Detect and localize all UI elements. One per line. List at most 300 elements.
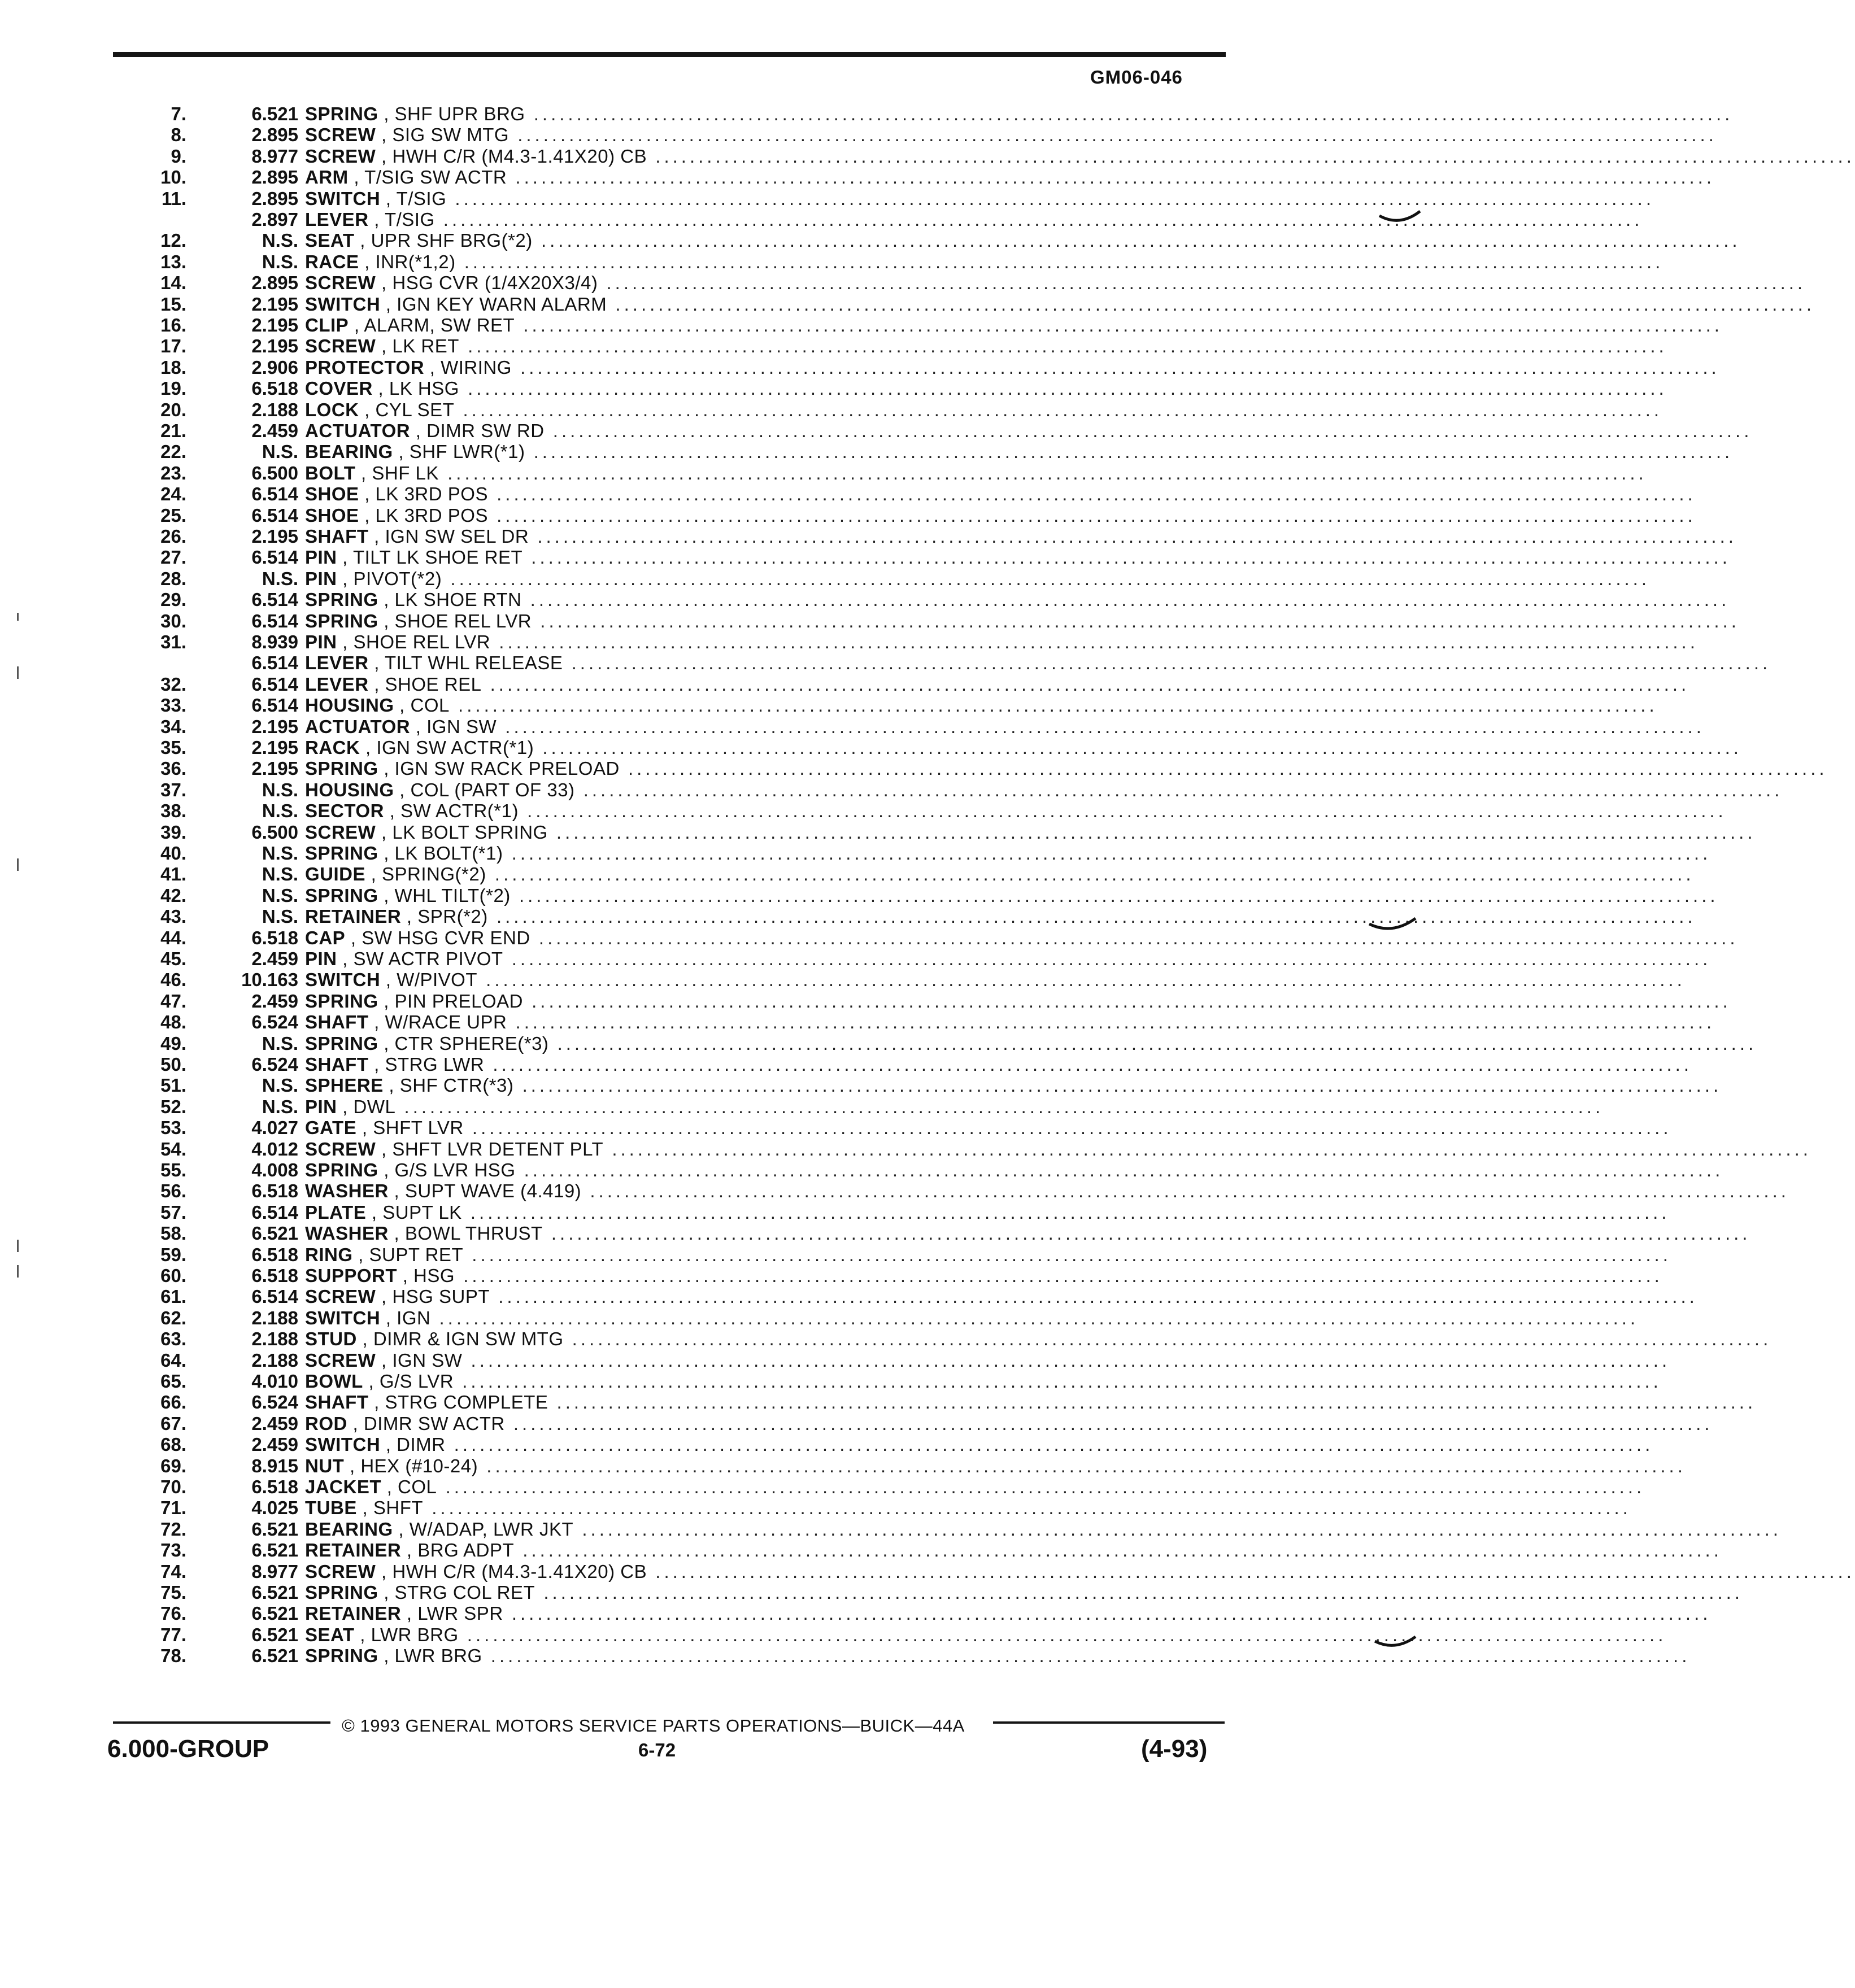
part-detail: DIMR (397, 1434, 446, 1455)
table-row (0, 716, 1705, 737)
group-number: 2.195 (251, 758, 298, 779)
part-detail: LWR BRG (371, 1624, 459, 1645)
item-number: 46. (160, 969, 186, 991)
part-detail: LK 3RD POS (375, 483, 488, 505)
group-number: 6.518 (251, 1180, 298, 1202)
part-description (305, 230, 1741, 251)
margin-speck (17, 666, 19, 679)
part-description (305, 124, 1717, 146)
part-detail: SHF LWR(*1) (409, 441, 525, 463)
part-detail: COL (410, 695, 450, 716)
part-detail: HWH C/R (M4.3-1.41X20) CB (392, 145, 647, 167)
dot-leader: ............................................................................................................................................ (459, 335, 1667, 357)
part-detail: W/ADAP, LWR JKT (409, 1518, 574, 1540)
part-description (305, 1159, 1724, 1180)
separator: , (368, 652, 385, 674)
group-number: 6.521 (251, 1624, 298, 1645)
separator: , (410, 716, 427, 737)
table-row (0, 251, 1664, 272)
separator: , (376, 1560, 393, 1582)
item-number: 41. (160, 864, 186, 885)
margin-speck (17, 858, 19, 871)
separator: , (376, 1286, 393, 1307)
table-row (0, 335, 1667, 357)
table-row (0, 906, 1696, 927)
table-row (0, 1054, 1693, 1075)
dot-leader: ............................................................................................................................................ (430, 1307, 1639, 1328)
item-number: 31. (160, 631, 186, 652)
part-detail: LK RET (392, 335, 459, 357)
part-detail: UPR SHF BRG(*2) (371, 230, 533, 251)
group-number: N.S. (262, 251, 298, 272)
item-number: 78. (160, 1645, 186, 1667)
part-name: SCREW (305, 1560, 376, 1582)
separator: , (424, 356, 441, 378)
part-name: ACTUATOR (305, 716, 411, 737)
part-name: PIN (305, 1096, 337, 1117)
part-name: HOUSING (305, 779, 394, 800)
part-name: SCREW (305, 1138, 376, 1159)
item-number: 29. (160, 589, 186, 611)
part-description (305, 1455, 1686, 1476)
dot-leader: ............................................................................................................................................ (438, 462, 1647, 483)
separator: , (366, 1201, 383, 1223)
part-description (305, 315, 1723, 335)
separator: , (365, 864, 382, 885)
part-detail: STRG COL RET (394, 1582, 535, 1603)
group-number: 6.514 (251, 589, 298, 611)
table-row (0, 1560, 1855, 1582)
part-name: HOUSING (305, 695, 394, 716)
date-code: (4-93) (1141, 1735, 1208, 1763)
dot-leader: ............................................................................................................................................ (445, 1434, 1654, 1455)
table-row (0, 948, 1712, 969)
table-row (0, 124, 1717, 146)
group-number: 6.500 (251, 462, 298, 483)
separator: , (380, 188, 397, 209)
document-id: GM06-046 (1090, 67, 1183, 88)
separator: , (354, 1624, 371, 1645)
separator: , (410, 420, 427, 441)
table-row (0, 1328, 1772, 1350)
margin-speck (17, 1240, 19, 1252)
table-row (0, 758, 1828, 779)
part-description (305, 1645, 1691, 1667)
part-name: LOCK (305, 399, 359, 420)
part-name: RING (305, 1244, 353, 1265)
part-description (305, 1560, 1855, 1582)
table-row (0, 610, 1740, 631)
separator: , (376, 124, 393, 146)
table-row (0, 821, 1756, 843)
group-number: 10.163 (241, 969, 298, 991)
separator: , (378, 1582, 395, 1603)
group-number: 8.977 (251, 145, 298, 167)
group-number: 2.459 (251, 420, 298, 441)
dot-leader: ............................................................................................................................................ (454, 1371, 1662, 1392)
part-description (305, 1307, 1639, 1328)
group-number: N.S. (262, 1096, 298, 1117)
item-number: 22. (160, 441, 186, 463)
separator: , (337, 547, 353, 568)
part-description (305, 1265, 1663, 1286)
table-row (0, 293, 1815, 315)
dot-leader: ............................................................................................................................................ (395, 1096, 1604, 1117)
item-number: 19. (160, 378, 186, 399)
part-description (305, 884, 1719, 906)
separator: , (380, 293, 397, 315)
part-name: PIN (305, 948, 337, 969)
group-number: 2.195 (251, 315, 298, 335)
dot-leader: ............................................................................................................................................ (513, 1075, 1722, 1096)
dot-leader: ............................................................................................................................................ (503, 948, 1712, 969)
item-number: 15. (160, 293, 186, 315)
item-number: 72. (160, 1518, 186, 1540)
separator: , (401, 1540, 418, 1561)
part-detail: HSG CVR (1/4X20X3/4) (392, 272, 598, 294)
table-row (0, 1012, 1715, 1033)
part-description (305, 1054, 1693, 1075)
group-number: 6.514 (251, 547, 298, 568)
part-name: SCREW (305, 821, 376, 843)
separator: , (356, 1497, 373, 1519)
part-name: CAP (305, 927, 346, 948)
item-number: 63. (160, 1328, 186, 1350)
dot-leader: ............................................................................................................................................ (478, 1455, 1686, 1476)
table-row (0, 420, 1753, 441)
dot-leader: ............................................................................................................................................ (547, 821, 1756, 843)
table-row (0, 188, 1655, 209)
group-number: 4.027 (251, 1117, 298, 1139)
group-code: 6.000-GROUP (107, 1735, 269, 1763)
part-name: LEVER (305, 673, 369, 695)
table-row (0, 1032, 1757, 1054)
table-row (0, 1159, 1724, 1180)
group-number: 2.188 (251, 399, 298, 420)
group-number: N.S. (262, 441, 298, 463)
dot-leader: ............................................................................................................................................ (548, 1032, 1757, 1054)
part-name: SHAFT (305, 1392, 369, 1413)
part-name: STUD (305, 1328, 357, 1350)
part-detail: T/SIG (384, 209, 435, 230)
table-row (0, 1645, 1691, 1667)
part-description (305, 1518, 1782, 1540)
item-number: 50. (160, 1054, 186, 1075)
separator: , (376, 145, 393, 167)
part-description (305, 103, 1734, 124)
dot-leader: ............................................................................................................................................ (477, 969, 1686, 991)
separator: , (352, 1244, 369, 1265)
group-number: 2.195 (251, 716, 298, 737)
part-detail: SHOE REL LVR (353, 631, 491, 652)
item-number: 45. (160, 948, 186, 969)
part-detail: BRG ADPT (417, 1540, 515, 1561)
part-detail: IGN SW RACK PRELOAD (394, 758, 620, 779)
part-name: SCREW (305, 1286, 376, 1307)
table-row (0, 1075, 1722, 1096)
separator: , (372, 378, 389, 399)
item-number: 18. (160, 356, 186, 378)
item-number: 34. (160, 716, 186, 737)
item-number: 7. (171, 103, 186, 124)
table-row (0, 695, 1658, 716)
group-number: 6.514 (251, 504, 298, 526)
separator: , (393, 441, 410, 463)
dot-leader: ............................................................................................................................................ (510, 884, 1719, 906)
part-name: GATE (305, 1117, 357, 1139)
group-number: 8.977 (251, 1560, 298, 1582)
part-name: NUT (305, 1455, 345, 1476)
item-number: 67. (160, 1412, 186, 1434)
dot-leader: ............................................................................................................................................ (503, 843, 1712, 864)
table-row (0, 1180, 1789, 1202)
separator: , (356, 1117, 373, 1139)
item-number: 30. (160, 610, 186, 631)
part-name: SECTOR (305, 800, 384, 822)
dot-leader: ............................................................................................................................................ (525, 103, 1734, 124)
table-row (0, 969, 1686, 991)
dot-leader: ............................................................................................................................................ (507, 1012, 1715, 1033)
part-name: SHAFT (305, 526, 369, 547)
part-detail: LK HSG (389, 378, 459, 399)
item-number: 42. (160, 884, 186, 906)
dot-leader: ............................................................................................................................................ (463, 1244, 1671, 1265)
dot-leader: ............................................................................................................................................ (521, 589, 1730, 611)
separator: , (376, 1349, 393, 1371)
group-number: N.S. (262, 884, 298, 906)
separator: , (376, 272, 393, 294)
dot-leader: ............................................................................................................................................ (530, 927, 1739, 948)
part-detail: TILT LK SHOE RET (352, 547, 523, 568)
group-number: 6.514 (251, 652, 298, 674)
dot-leader: ............................................................................................................................................ (522, 990, 1731, 1012)
dot-leader: ............................................................................................................................................ (563, 1328, 1772, 1350)
dot-leader: ............................................................................................................................................ (487, 504, 1696, 526)
part-detail: DIMR & IGN SW MTG (373, 1328, 564, 1350)
part-name: PIN (305, 568, 337, 589)
part-name: ROD (305, 1412, 347, 1434)
separator: , (360, 737, 377, 758)
separator: , (368, 673, 385, 695)
item-number: 13. (160, 251, 186, 272)
part-name: ARM (305, 167, 349, 188)
separator: , (368, 209, 385, 230)
group-number: N.S. (262, 1075, 298, 1096)
dot-leader: ............................................................................................................................................ (442, 568, 1650, 589)
part-name: SPRING (305, 1032, 378, 1054)
part-name: CLIP (305, 315, 349, 335)
part-description (305, 927, 1739, 948)
separator: , (348, 167, 365, 188)
table-row (0, 1223, 1751, 1244)
part-detail: IGN SW (426, 716, 497, 737)
item-number: 73. (160, 1540, 186, 1561)
part-name: SPRING (305, 1159, 378, 1180)
part-name: RACK (305, 737, 360, 758)
dot-leader: ............................................................................................................................................ (423, 1497, 1631, 1519)
dot-leader: ............................................................................................................................................ (607, 293, 1815, 315)
part-description (305, 399, 1663, 420)
item-number: 56. (160, 1180, 186, 1202)
separator: , (393, 1518, 410, 1540)
dot-leader: ............................................................................................................................................ (459, 378, 1667, 399)
table-row (0, 1371, 1662, 1392)
separator: , (349, 315, 364, 335)
group-number: 2.195 (251, 293, 298, 315)
part-description (305, 1223, 1751, 1244)
separator: , (378, 103, 395, 124)
part-detail: T/SIG (396, 188, 447, 209)
group-number: 6.500 (251, 821, 298, 843)
group-number: 6.518 (251, 1265, 298, 1286)
dot-leader: ............................................................................................................................................ (509, 124, 1717, 146)
group-number: 6.518 (251, 927, 298, 948)
part-name: GUIDE (305, 864, 366, 885)
part-description (305, 758, 1828, 779)
item-number: 70. (160, 1476, 186, 1497)
part-description (305, 737, 1742, 758)
part-detail: LK BOLT SPRING (392, 821, 548, 843)
item-number: 44. (160, 927, 186, 948)
table-row (0, 1138, 1812, 1159)
part-name: SPRING (305, 990, 378, 1012)
separator: , (359, 251, 376, 272)
group-number: 6.518 (251, 378, 298, 399)
part-name: PLATE (305, 1201, 367, 1223)
item-number: 53. (160, 1117, 186, 1139)
separator: , (363, 1371, 380, 1392)
part-name: PIN (305, 631, 337, 652)
separator: , (381, 1476, 398, 1497)
table-row (0, 673, 1690, 695)
binding-mark (1373, 1632, 1418, 1655)
part-detail: LK 3RD POS (375, 504, 488, 526)
part-description (305, 1117, 1672, 1139)
item-number: 25. (160, 504, 186, 526)
part-detail: LK SHOE RTN (394, 589, 522, 611)
part-detail: SIG SW MTG (392, 124, 510, 146)
part-detail: IGN KEY WARN ALARM (397, 293, 607, 315)
item-number: 32. (160, 673, 186, 695)
part-description (305, 1075, 1722, 1096)
part-description (305, 335, 1667, 357)
table-row (0, 526, 1737, 547)
separator: , (376, 1138, 393, 1159)
part-detail: T/SIG SW ACTR (364, 167, 507, 188)
part-detail: TILT WHL RELEASE (384, 652, 563, 674)
item-number: 64. (160, 1349, 186, 1371)
part-description (305, 1603, 1712, 1624)
table-row (0, 800, 1727, 822)
separator: , (337, 948, 354, 969)
part-name: RETAINER (305, 906, 402, 927)
part-name: SHAFT (305, 1012, 369, 1033)
group-number: N.S. (262, 864, 298, 885)
group-number: 8.939 (251, 631, 298, 652)
part-detail: SPR(*2) (417, 906, 488, 927)
item-number: 35. (160, 737, 186, 758)
part-name: PROTECTOR (305, 356, 425, 378)
table-row (0, 483, 1696, 505)
part-description (305, 378, 1667, 399)
part-detail: COL (PART OF 33) (410, 779, 575, 800)
part-name: ACTUATOR (305, 420, 411, 441)
separator: , (378, 990, 395, 1012)
item-number: 76. (160, 1603, 186, 1624)
separator: , (376, 821, 393, 843)
table-row (0, 356, 1720, 378)
dot-leader: ............................................................................................................................................ (455, 1265, 1663, 1286)
part-description (305, 821, 1756, 843)
part-name: WASHER (305, 1223, 389, 1244)
group-number: 8.915 (251, 1455, 298, 1476)
separator: , (378, 1159, 395, 1180)
table-row (0, 737, 1742, 758)
part-name: SPRING (305, 589, 378, 611)
part-detail: DIMR SW RD (426, 420, 545, 441)
item-number: 17. (160, 335, 186, 357)
table-row (0, 315, 1723, 335)
part-detail: SUPT WAVE (4.419) (404, 1180, 582, 1202)
part-detail: HEX (#10-24) (360, 1455, 478, 1476)
part-detail: SUPT LK (382, 1201, 462, 1223)
part-detail: SW HSG CVR END (362, 927, 530, 948)
separator: , (356, 1328, 373, 1350)
item-number: 21. (160, 420, 186, 441)
separator: , (378, 589, 395, 611)
part-detail: IGN SW (392, 1349, 463, 1371)
item-number: 33. (160, 695, 186, 716)
part-description (305, 1349, 1671, 1371)
part-name: RETAINER (305, 1603, 402, 1624)
table-row (0, 441, 1734, 463)
part-description (305, 251, 1664, 272)
item-number: 27. (160, 547, 186, 568)
table-row (0, 779, 1783, 800)
separator: , (359, 504, 376, 526)
part-description (305, 209, 1643, 230)
part-description (305, 906, 1696, 927)
dot-leader: ............................................................................................................................................ (544, 420, 1753, 441)
part-name: SWITCH (305, 1434, 381, 1455)
dot-leader: ............................................................................................................................................ (487, 906, 1696, 927)
part-detail: CTR SPHERE(*3) (394, 1032, 549, 1054)
table-row (0, 272, 1806, 294)
part-description (305, 1497, 1631, 1519)
part-detail: HWH C/R (M4.3-1.41X20) CB (392, 1560, 647, 1582)
separator: , (383, 1075, 400, 1096)
separator: , (384, 800, 400, 822)
separator: , (394, 695, 411, 716)
separator: , (394, 779, 411, 800)
part-description (305, 1328, 1772, 1350)
dot-leader: ............................................................................................................................................ (647, 145, 1855, 167)
item-number: 47. (160, 990, 186, 1012)
part-detail: PIN PRELOAD (394, 990, 523, 1012)
item-number: 57. (160, 1201, 186, 1223)
part-name: SPRING (305, 843, 378, 864)
separator: , (378, 610, 395, 631)
dot-leader: ............................................................................................................................................ (454, 399, 1663, 420)
dot-leader: ............................................................................................................................................ (461, 1201, 1670, 1223)
table-row (0, 103, 1734, 124)
item-number: 51. (160, 1075, 186, 1096)
table-row (0, 209, 1643, 230)
item-number: 54. (160, 1138, 186, 1159)
part-detail: PIVOT(*2) (353, 568, 442, 589)
part-description (305, 526, 1737, 547)
part-name: SPHERE (305, 1075, 384, 1096)
